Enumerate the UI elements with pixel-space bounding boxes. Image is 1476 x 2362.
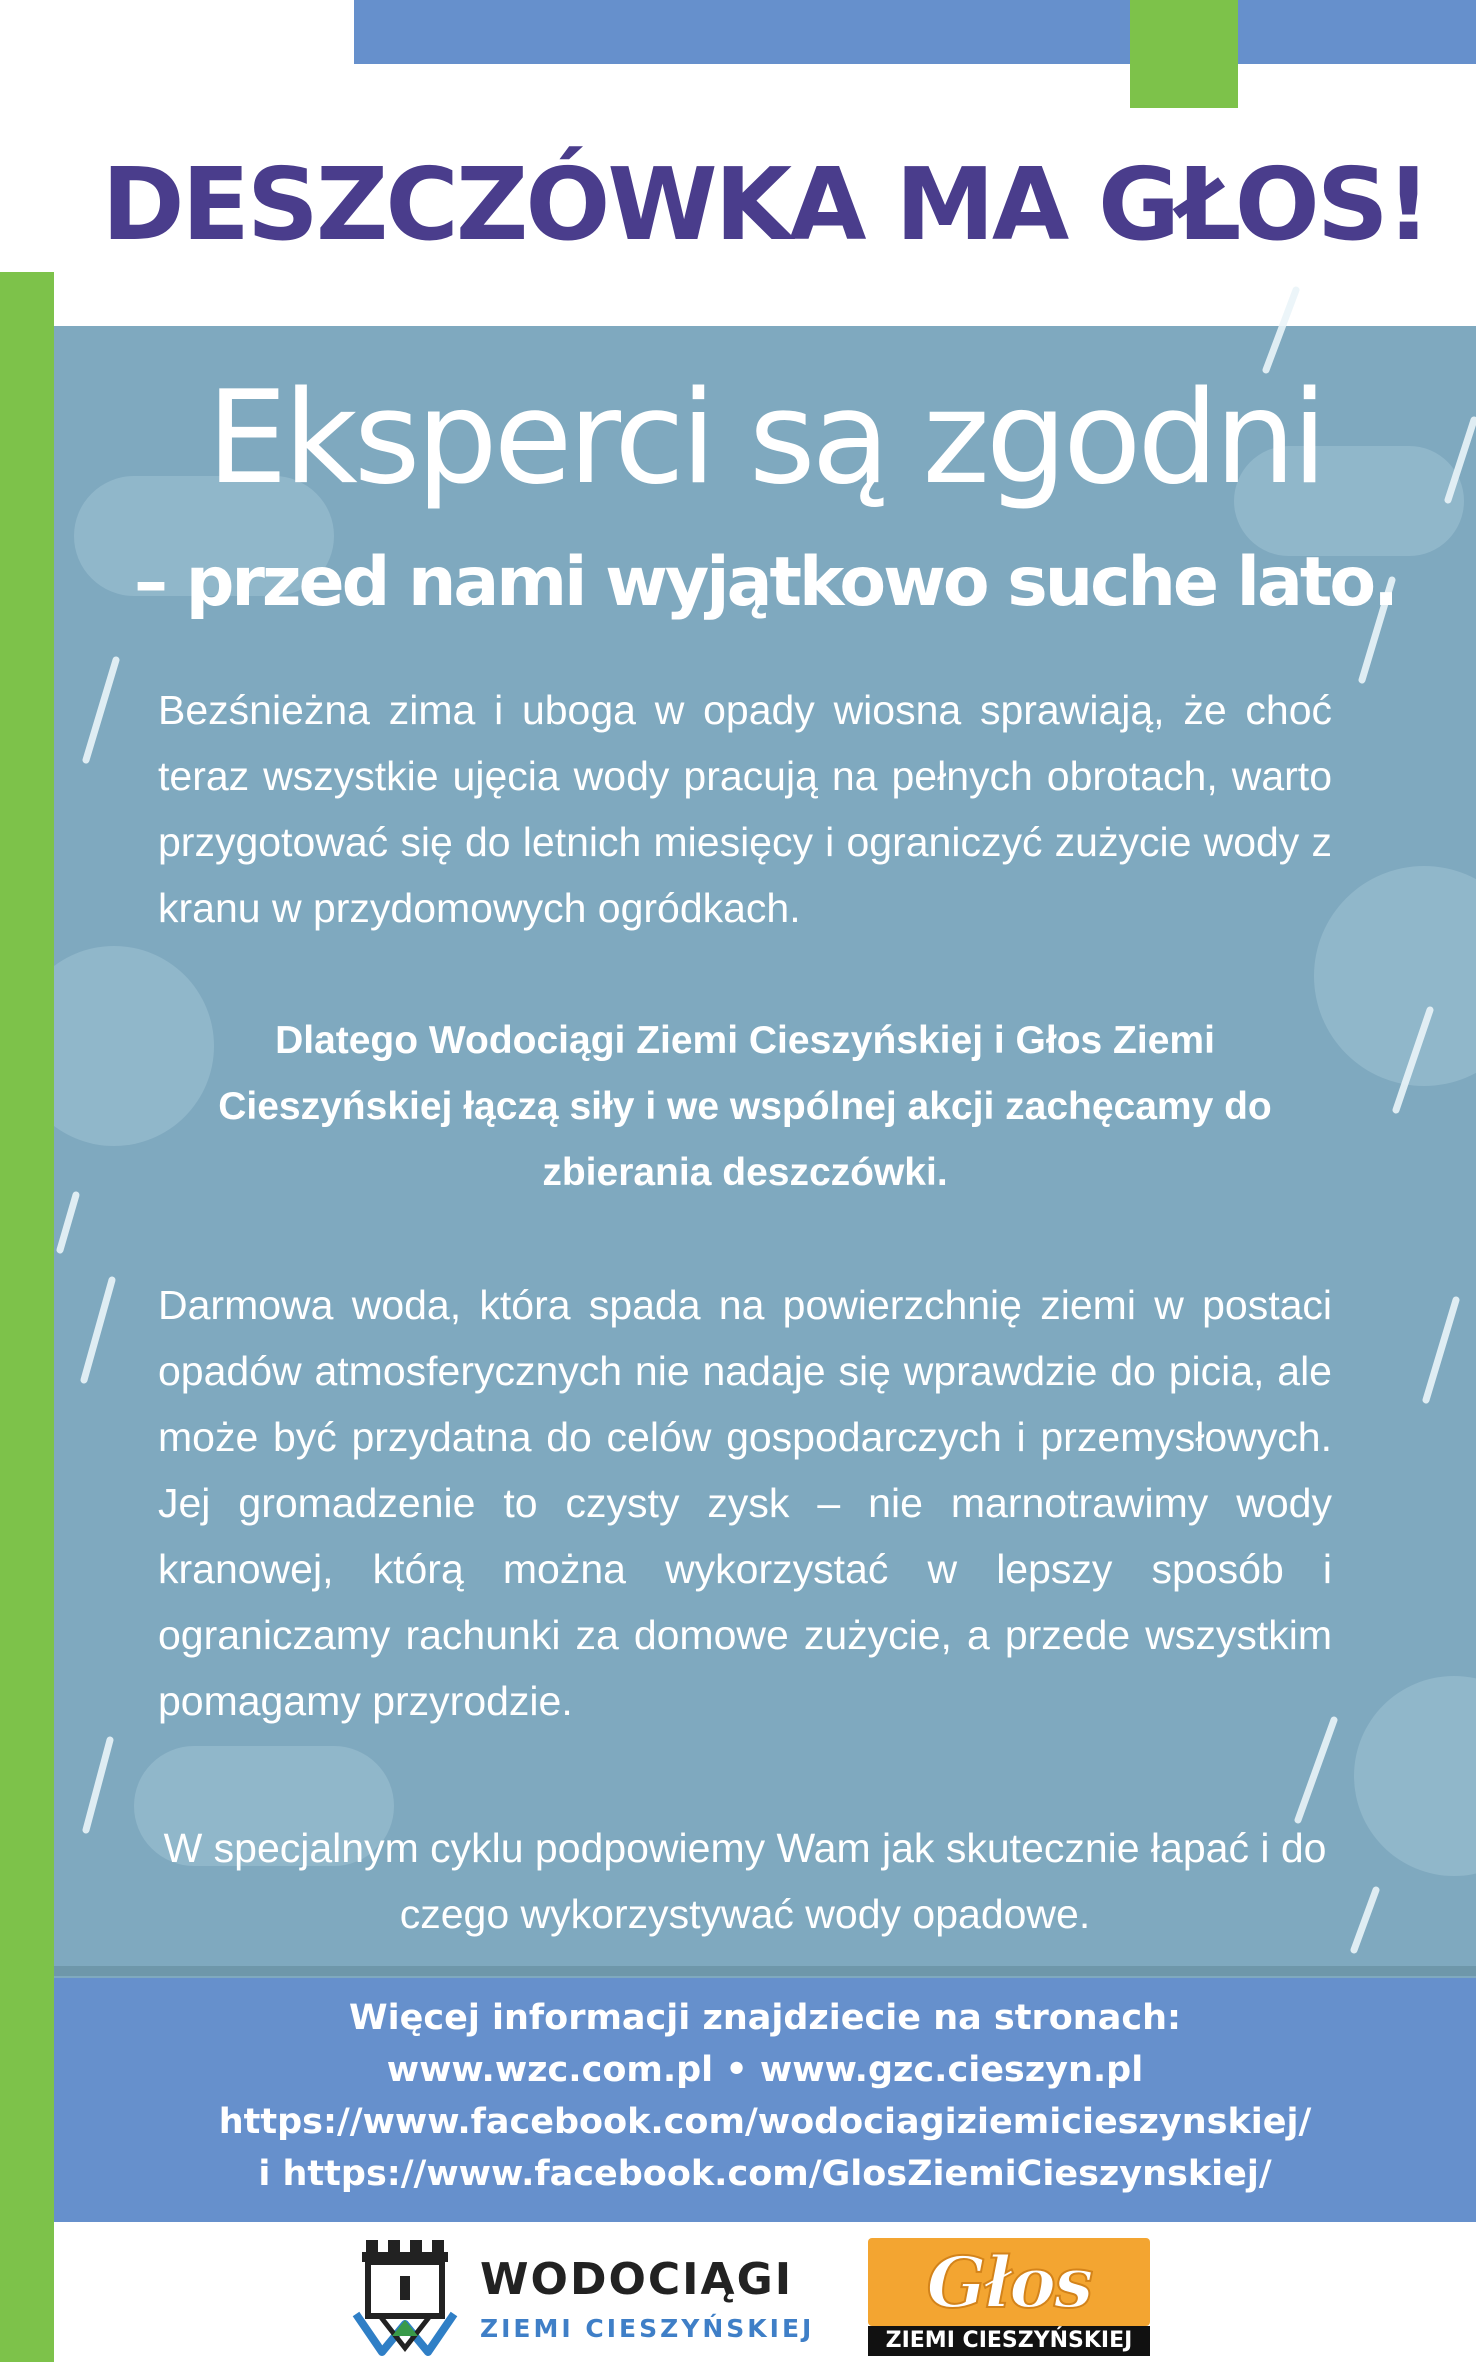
glos-logo (868, 2238, 1150, 2356)
paragraph-intro: Bezśnieżna zima i uboga w opady wiosna sprawiają, że choć teraz wszystkie ujęcia wody pracują na pełnych obrotach, warto przygotować się do letnich miesięcy i ograniczyć zużycie wody z kranu w przydomowych ogródkach. (158, 687, 1332, 931)
glos-logo-subtitle: ZIEMI CIESZYŃSKIEJ (868, 2326, 1150, 2356)
cloud-decoration (1354, 1676, 1476, 1876)
top-accent-bar (354, 0, 1476, 64)
wodociagi-logo (352, 2236, 815, 2358)
castle-tower-icon (352, 2236, 464, 2358)
info-intro: Więcej informacji znajdziecie na stronach: (349, 1998, 1181, 2038)
paragraph-partnership: Dlatego Wodociągi Ziemi Cieszyńskiej i Głos Ziemi Cieszyńskiej łączą siły i we wspólnej akcji zachęcamy do zbierania deszczówki. (218, 1019, 1272, 1194)
subheading-primary: Eksperci są zgodni (206, 364, 1324, 513)
wodociagi-name: WODOCIĄGI (480, 2254, 794, 2305)
info-facebook-wzc[interactable]: https://www.facebook.com/wodociagiziemicieszynskiej/ (218, 2102, 1312, 2142)
panel-divider (54, 1966, 1476, 1976)
glos-logo-word: Głos (926, 2241, 1092, 2324)
info-facebook-gzc[interactable]: i https://www.facebook.com/GlosZiemiCieszynskiej/ (258, 2154, 1272, 2194)
cloud-decoration (1314, 866, 1476, 1086)
subheading-secondary: – przed nami wyjątkowo suche lato. (134, 543, 1396, 622)
headline: DESZCZÓWKA MA GŁOS! (101, 146, 1429, 263)
top-accent-square (1130, 0, 1238, 108)
wodociagi-subtitle: ZIEMI CIESZYŃSKIEJ (480, 2314, 815, 2343)
paragraph-benefits: Darmowa woda, która spada na powierzchnię ziemi w postaci opadów atmosferycznych nie nadaje się wprawdzie do picia, ale może być przydatna do celów gospodarczych i przemysłowych. Jej gromadzenie to czysty zysk – nie marnotrawimy wody kranowej, którą można wykorzystać w lepszy sposób i ograniczamy rachunki za domowe zużycie, a przede wszystkim pomagamy przyrodzie. (158, 1282, 1332, 1724)
paragraph-series: W specjalnym cyklu podpowiemy Wam jak skutecznie łapać i do czego wykorzystywać wody opadowe. (163, 1825, 1327, 1937)
info-websites[interactable]: www.wzc.com.pl • www.gzc.cieszyn.pl (386, 2050, 1144, 2090)
side-accent-bar (0, 272, 54, 2362)
